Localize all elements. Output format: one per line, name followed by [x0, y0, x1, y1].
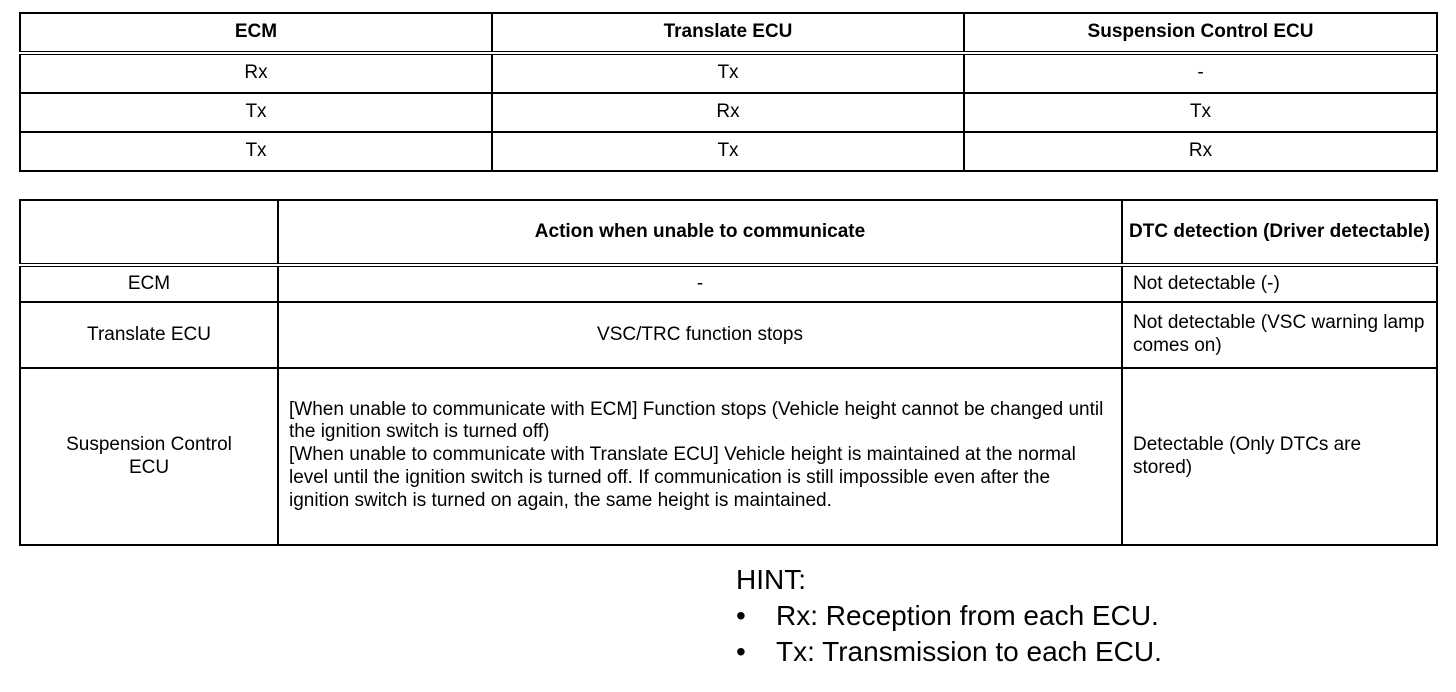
hint-title: HINT: — [736, 564, 806, 595]
table-cell: Tx — [964, 93, 1437, 132]
action-header-empty — [20, 200, 278, 265]
table-row — [20, 265, 1437, 302]
hint-section — [736, 562, 1162, 670]
bullet-icon: • — [736, 636, 746, 667]
table-cell: Tx — [20, 93, 492, 132]
bullet-icon: • — [736, 600, 746, 631]
hint-item-text: Rx: Reception from each ECU. — [776, 600, 1159, 631]
ecu-name-cell: Suspension Control ECU — [20, 368, 278, 545]
hint-list — [736, 598, 1162, 670]
table-row — [20, 132, 1437, 171]
table-row — [20, 93, 1437, 132]
comm-header-suspension-control-ecu: Suspension Control ECU — [964, 13, 1437, 53]
communication-table — [19, 12, 1438, 172]
table-row — [20, 368, 1437, 545]
dtc-cell: Not detectable (-) — [1122, 265, 1437, 302]
table-cell: Rx — [492, 93, 964, 132]
table-row — [20, 302, 1437, 368]
hint-item-text: Tx: Transmission to each ECU. — [776, 636, 1162, 667]
ecu-name-cell: ECM — [20, 265, 278, 302]
comm-header-ecm: ECM — [20, 13, 492, 53]
table-cell: Tx — [492, 132, 964, 171]
action-paragraph-ecm: [When unable to communicate with ECM] Function stops (Vehicle height cannot be changed until the ignition switch is turned off) — [289, 398, 1104, 443]
comm-table-header-row — [20, 13, 1437, 53]
list-item — [736, 598, 1162, 634]
list-item — [736, 634, 1162, 670]
table-cell: - — [964, 53, 1437, 93]
action-header-action: Action when unable to communicate — [278, 200, 1122, 265]
dtc-cell: Detectable (Only DTCs are stored) — [1122, 368, 1437, 545]
action-table-header-row — [20, 200, 1437, 265]
table-row — [20, 53, 1437, 93]
table-cell: Rx — [964, 132, 1437, 171]
ecu-name-cell: Translate ECU — [20, 302, 278, 368]
action-table — [19, 199, 1438, 546]
comm-header-translate-ecu: Translate ECU — [492, 13, 964, 53]
table-cell: Tx — [492, 53, 964, 93]
dtc-cell: Not detectable (VSC warning lamp comes on) — [1122, 302, 1437, 368]
action-paragraph-translate-ecu: [When unable to communicate with Translate ECU] Vehicle height is maintained at the normal level until the ignition switch is turned off. If communication is still impossible even after the ignition switch is turned on again, the same height is maintained. — [289, 444, 1076, 511]
action-cell: - — [278, 265, 1122, 302]
action-cell: VSC/TRC function stops — [278, 302, 1122, 368]
table-cell: Rx — [20, 53, 492, 93]
action-cell — [278, 368, 1122, 545]
action-header-dtc-detection: DTC detection (Driver detectable) — [1122, 200, 1437, 265]
table-cell: Tx — [20, 132, 492, 171]
